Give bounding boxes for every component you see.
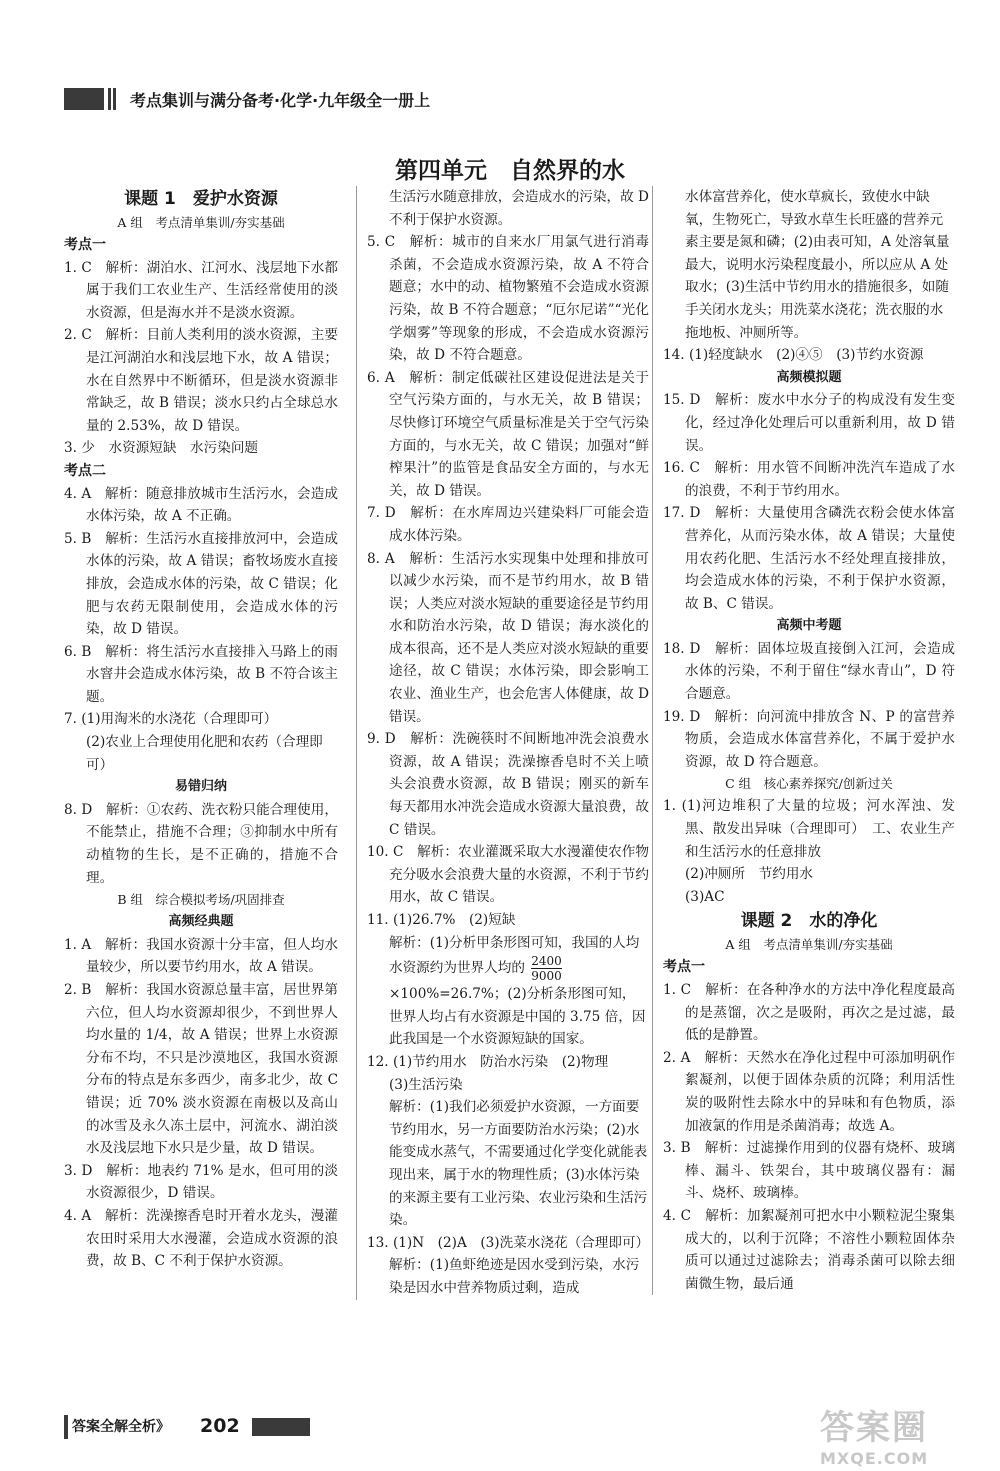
- answer-item: 10. C 解析：农业灌溉采取大水漫灌使农作物充分吸水会浪费大量的水资源，不利于节约用水，故 C 错误。: [367, 844, 649, 906]
- answer-item: 17. D 解析：大量使用含磷洗衣粉会使水体富营养化，从而污染水体，故 A 错误；大量使用农药化肥、生活污水不经处理直接排放，均会造成水体的污染，不利于保护水资源，故 B、C 错误。: [663, 505, 955, 612]
- keypoint-heading: 考点一: [663, 959, 705, 976]
- group-heading: B 组 综合模拟考场/巩固排查: [117, 892, 285, 908]
- sub-heading: 高频经典题: [168, 914, 234, 930]
- group-heading: A 组 考点清单集训/夯实基础: [117, 215, 285, 230]
- footer-label-text: 答案全解全析: [72, 1419, 156, 1435]
- answer-item: 7. D 解析：在水库周边兴建染料厂可能会造成水体污染。: [367, 505, 649, 544]
- answer-item: 1. C 解析：湖泊水、江河水、浅层地下水都属于我们工农业生产、生活经常使用的淡水资源，但是海水并不是淡水资源。: [64, 259, 338, 321]
- page-number: 202: [200, 1415, 240, 1437]
- answer-item: 4. C 解析：加絮凝剂可把水中小颗粒泥尘聚集成大的，以利于沉降；不溶性小颗粒固体杂质可以通过过滤除去；消毒杀菌可以除去细菌微生物，最后通: [663, 1207, 955, 1292]
- group-heading: C 组 核心素养探究/创新过关: [725, 776, 893, 792]
- answer-item: 16. C 解析：用水管不间断冲洗汽车造成了水的浪费，不利于节约用水。: [663, 460, 955, 499]
- unit-title: 第四单元 自然界的水: [395, 158, 625, 184]
- answer-item: 2. B 解析：我国水资源总量丰富，居世界第六位，但人均水资源却很少，不到世界人均水量的 1/4，故 A 错误；世界上水资源分布不均，不只是沙漠地区，我国水资源分布的特点是东多西少，南多北少，故 C 错误；近 70% 淡水资源在南极以及高山的冰雪及永久冻土层中，河流水、湖泊淡水及浅层地下水只是少量，故 D 错误。: [64, 982, 338, 1157]
- answer-item: 5. C 解析：城市的自来水厂用氯气进行消毒杀菌，不会造成水资源污染，故 A 不符合题意；水中的动、植物繁殖不会造成水资源污染，故 B 不符合题意；“厄尔尼诺”“光化学烟雾”等现象的形成，不会造成水资源污染，故 D 不符合题意。: [367, 234, 649, 364]
- answer-item: 4. A 解析：随意排放城市生活污水，会造成水体污染，故 A 不正确。: [64, 485, 338, 525]
- header: [64, 86, 944, 116]
- answer-item: 3. B 解析：过滤操作用到的仪器有烧杯、玻璃棒、漏斗、铁架台，其中玻璃仪器有：漏斗、烧杯、玻璃棒。: [663, 1140, 955, 1202]
- answer-item: 1. C 解析：在各种净水的方法中净化程度最高的是蒸馏，次之是吸附，再次之是过滤，最低的是静置。: [663, 982, 955, 1044]
- watermark-line-1: 答案圈: [820, 1408, 928, 1448]
- fraction-denominator: 9000: [531, 969, 562, 984]
- explanation-text: ×100%=26.7%；(2)分析条形图可知，世界人均占有水资源是中国的 3.75 倍，因此我国是一个水资源短缺的国家。: [389, 986, 646, 1048]
- answer-item: 8. A 解析：生活污水实现集中处理和排放可以减少水污染，而不是节约用水，故 B 错误；人类应对淡水短缺的重要途径是节约用水和防治水污染，故 D 错误；海水淡化的成本很高，还不是人类应对淡水短缺的重要途径，故 C 错误；水体污染，即会影响工农业、渔业生产，也会危害人体健康，故 D 错误。: [367, 550, 649, 725]
- answer-item: 2. A 解析：天然水在净化过程中可添加明矾作絮凝剂，以便于固体杂质的沉降；利用活性炭的吸附性去除水中的异味和有色物质，添加液氯的作用是杀菌消毒；故选 A。: [663, 1049, 955, 1134]
- answer-item: 9. D 解析：洗碗筷时不间断地冲洗会浪费水资源，故 A 错误；洗澡擦香皂时不关上喷头会浪费水资源，故 B 错误；刚买的新车每天都用水冲洗会造成水资源大量浪费，故 C 错误。: [367, 731, 649, 838]
- fraction: [531, 954, 562, 983]
- answer-item: 14. (1)轻度缺水 (2)④⑤ (3)节约水资源: [663, 347, 924, 364]
- answer-item-cont: (2)冲厕所 节约用水: [685, 866, 814, 883]
- column-3: [652, 186, 955, 1295]
- answer-item-cont: (3)AC: [685, 888, 725, 905]
- answer-item: 6. B 解析：将生活污水直接排入马路上的雨水窨井会造成水体污染，故 B 不符合该主题。: [64, 643, 338, 705]
- footer: [64, 1415, 324, 1439]
- footer-label: [72, 1416, 170, 1436]
- answer-item: 11. (1)26.7% (2)短缺: [367, 912, 516, 928]
- lesson-title: 课题 1 爱护水资源: [124, 189, 278, 209]
- sub-heading: 易错归纳: [174, 779, 227, 795]
- answer-item: 8. D 解析：①农药、洗衣粉只能合理使用，不能禁止，措施不合理；③抑制水中所有动植物的生长，是不正确的，措施不合理。: [64, 801, 338, 886]
- answer-item-cont: (2)农业上合理使用化肥和农药（合理即可）: [86, 734, 323, 773]
- explanation: [367, 932, 649, 1051]
- watermark-logo: [820, 1400, 928, 1468]
- header-title: 考点集训与满分备考·化学·九年级全一册上: [130, 91, 431, 110]
- answer-item-cont: 水体富营养化，使水草疯长，致使水中缺氧，生物死亡，导致水草生长旺盛的营养元素主要是氮和磷；(2)由表可知，A 处溶氧量最大，说明水污染程度最小，所以应从 A 处取水；(3)生活中节约用水的措施很多，如随手关闭水龙头；用洗菜水浇花；洗衣服的水拖地板、冲厕所等。: [685, 189, 950, 341]
- header-bars: [108, 88, 122, 110]
- keypoint-heading: 考点二: [64, 462, 106, 479]
- answer-item-cont: (3)生活污染: [389, 1076, 463, 1093]
- answer-item: 4. A 解析：洗澡擦香皂时开着水龙头，漫灌农田时采用大水漫灌，会造成水资源的浪费，故 B、C 不利于保护水资源。: [64, 1207, 338, 1270]
- answer-item: 15. D 解析：废水中水分子的构成没有发生变化，经过净化处理后可以重新利用，故 D 错误。: [663, 392, 955, 454]
- explanation: 解析：(1)我们必须爱护水资源，一方面要节约用水，另一方面要防治水污染；(2)水能变成水蒸气，不需要通过化学变化就能表现出来，属于水的物理性质；(3)水体污染的来源主要有工业污染、农业污染和生活污染。: [389, 1099, 648, 1229]
- answer-item: 19. D 解析：向河流中排放含 N、P 的富营养物质，会造成水体富营养化，不属于爱护水资源，故 D 符合题意。: [663, 708, 955, 770]
- footer-arrows: 》: [156, 1419, 170, 1435]
- column-1: [64, 186, 338, 1273]
- answer-item: 12. (1)节约用水 防治水污染 (2)物理: [367, 1053, 609, 1070]
- group-heading: A 组 考点清单集训/夯实基础: [725, 937, 893, 953]
- watermark-line-2: MXQE.COM: [820, 1449, 929, 1468]
- answer-item: 1. (1)河边堆积了大量的垃圾；河水浑浊、发黑、散发出异味（合理即可） 工、农业生产和生活污水的任意排放: [663, 798, 955, 860]
- header-block: [64, 88, 104, 110]
- footer-bar: [64, 1415, 68, 1439]
- fraction-numerator: 2400: [531, 954, 562, 969]
- answer-item: 3. D 解析：地表约 71% 是水，但可用的淡水资源很少，D 错误。: [64, 1162, 338, 1202]
- answer-item: 7. (1)用淘米的水浇花（合理即可）: [64, 711, 278, 728]
- answer-item: 6. A 解析：制定低碳社区建设促进法是关于空气污染方面的，与水无关，故 B 错误；尽快修订环境空气质量标准是关于空气污染方面的，与水无关，故 C 错误；加强对“鲜榨果汁”的监管是食品安全方面的，与水无关，故 D 错误。: [367, 369, 649, 499]
- column-2: [356, 186, 649, 1300]
- answer-item: 3. 少 水资源短缺 水污染问题: [64, 440, 259, 457]
- lesson-title: 课题 2 水的净化: [740, 911, 878, 932]
- answer-item-cont: 生活污水随意排放，会造成水的污染，故 D 不利于保护水资源。: [389, 189, 649, 228]
- sub-heading: 高频模拟题: [776, 369, 842, 385]
- explanation: 解析：(1)鱼虾绝迹是因水受到污染，水污染是因水中营养物质过剩，造成: [389, 1257, 640, 1296]
- answer-item: 13. (1)N (2)A (3)洗菜水浇花（合理即可）: [367, 1234, 650, 1251]
- sub-heading: 高频中考题: [776, 618, 842, 634]
- answer-item: 2. C 解析：目前人类利用的淡水资源，主要是江河湖泊水和浅层地下水，故 A 错误；水在自然界中不断循环，但是淡水资源非常缺乏，故 B 错误；淡水只约占全球总水量的 2.53%，故 D 错误。: [64, 327, 338, 434]
- answer-item: 1. A 解析：我国水资源十分丰富，但人均水量较少，所以要节约用水，故 A 错误。: [64, 936, 338, 976]
- footer-block: [252, 1418, 310, 1436]
- keypoint-heading: 考点一: [64, 237, 106, 253]
- answer-item: 5. B 解析：生活污水直接排放河中，会造成水体的污染，故 A 错误；畜牧场废水直接排放，会造成水体的污染，故 C 错误；化肥与农药无限制使用，会造成水体的污染，故 D 错误。: [64, 530, 338, 638]
- answer-item: 18. D 解析：固体垃圾直接倒入江河，会造成水体的污染，不利于留住“绿水青山”，D 符合题意。: [663, 640, 955, 703]
- explanation-text: 解析：(1)分析甲条形图可知，我国的人均水资源约为世界人均的: [389, 934, 640, 977]
